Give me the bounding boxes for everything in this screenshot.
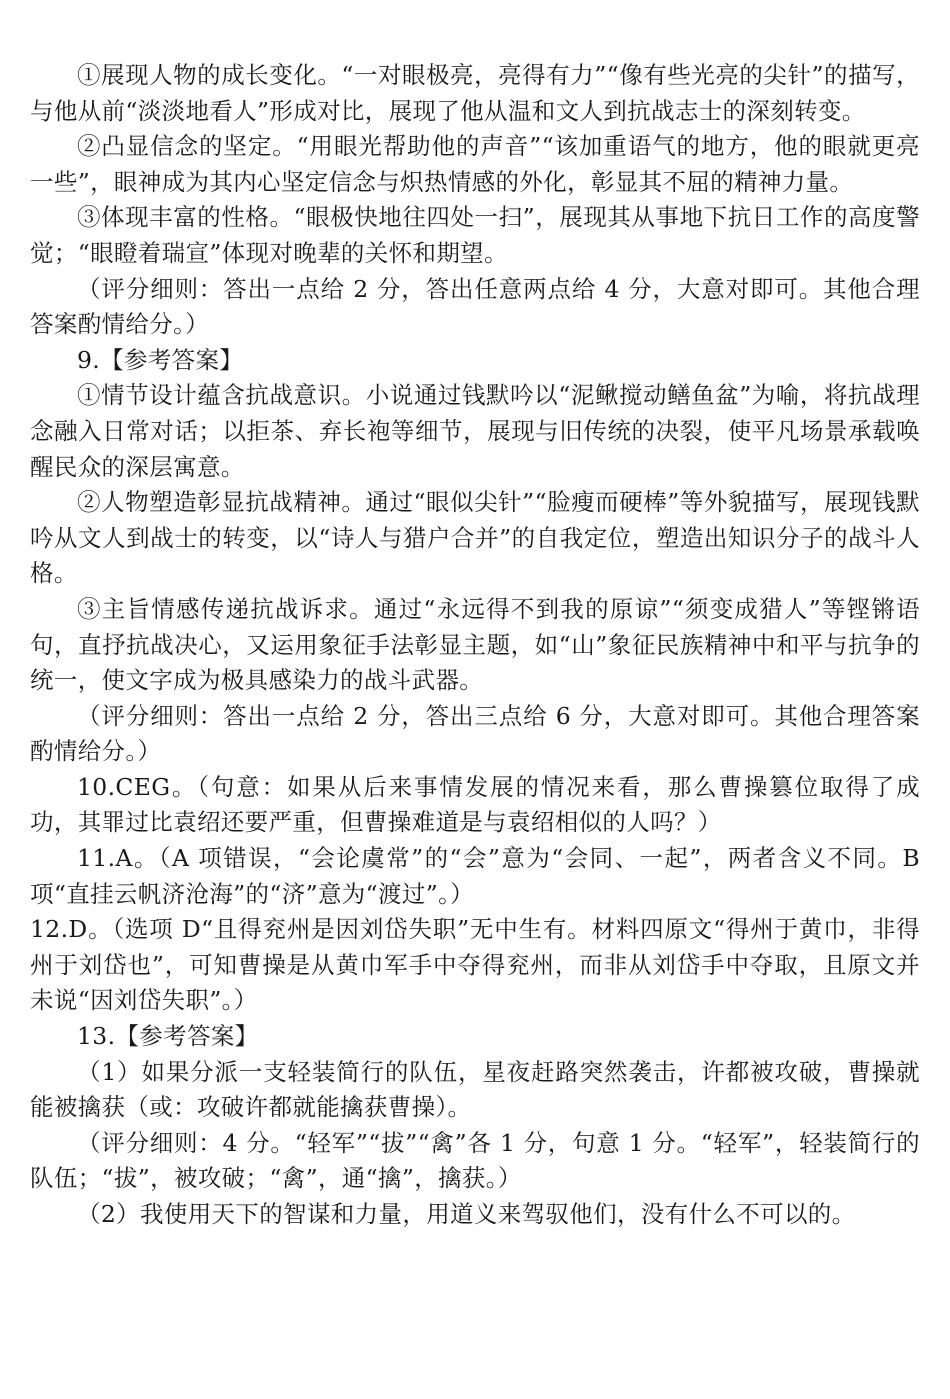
q9-answer-theme: ③主旨情感传递抗战诉求。通过“永远得不到我的原谅”“须变成猎人”等铿锵语句，直抒抗战决心，又运用象征手法彰显主题，如“山”象征民族精神中和平与抗争的统一，使文字成为极具感染力的战斗武器。: [30, 594, 920, 695]
question-12-answer: 12.D。（选项 D“且得兖州是因刘岱失职”无中生有。材料四原文“得州于黄巾，非得州于刘岱也”，可知曹操是从黄巾军手中夺得兖州，而非从刘岱手中夺取，且原文并未说“因刘岱失职”。）: [30, 915, 920, 1015]
question-9-heading: 9.【参考答案】: [77, 345, 244, 374]
q13-translation-1: （1）如果分派一支轻装简行的队伍，星夜赶路突然袭击，许都被攻破，曹操就能被擒获（或：攻破许都就能擒获曹操）。: [30, 1057, 920, 1122]
scoring-rules-q8: （评分细则：答出一点给 2 分，答出任意两点给 4 分，大意对即可。其他合理答案酌情给分。）: [30, 274, 920, 339]
scoring-rules-q9: （评分细则：答出一点给 2 分，答出三点给 6 分，大意对即可。其他合理答案酌情给分。）: [30, 701, 920, 766]
q9-answer-character: ②人物塑造彰显抗战精神。通过“眼似尖针”“脸瘦而硬棒”等外貌描写，展现钱默吟从文人到战士的转变，以“诗人与猎户合并”的自我定位，塑造出知识分子的战斗人格。: [30, 488, 920, 588]
q9-answer-plot: ①情节设计蕴含抗战意识。小说通过钱默吟以“泥鳅搅动鳝鱼盆”为喻，将抗战理念融入日常对话；以拒茶、弃长袍等细节，展现与旧传统的决裂，使平凡场景承载唤醒民众的深层寓意。: [30, 381, 920, 481]
answer-point-firm-belief: ②凸显信念的坚定。“用眼光帮助他的声音”“该加重语气的地方，他的眼就更亮一些”，眼神成为其内心坚定信念与炽热情感的外化，彰显其不屈的精神力量。: [30, 132, 920, 196]
answer-point-rich-personality: ③体现丰富的性格。“眼极快地往四处一扫”，展现其从事地下抗日工作的高度警觉；“眼瞪着瑞宣”体现对晚辈的关怀和期望。: [30, 203, 920, 267]
question-11-answer: 11.A。（A 项错误，“会论虞常”的“会”意为“会同、一起”，两者含义不同。B 项“直挂云帆济沧海”的“济”意为“渡过”。）: [30, 844, 920, 908]
q13-translation-2: （2）我使用天下的智谋和力量，用道义来驾驭他们，没有什么不可以的。: [77, 1200, 856, 1228]
answer-point-character-growth: ①展现人物的成长变化。“一对眼极亮，亮得有力”“像有些光亮的尖针”的描写，与他从前“淡淡地看人”形成对比，展现了他从温和文人到抗战志士的深刻转变。: [30, 61, 920, 125]
scoring-rules-q13: （评分细则：4 分。“轻军”“拔”“禽”各 1 分，句意 1 分。“轻军”，轻装简行的队伍；“拔”，被攻破；“禽”，通“擒”，擒获。）: [30, 1128, 920, 1193]
question-13-heading: 13.【参考答案】: [77, 1022, 259, 1051]
answer-key-page: [30, 58, 920, 1233]
question-10-answer: 10.CEG。（句意：如果从后来事情发展的情况来看，那么曹操篡位取得了成功，其罪过比袁绍还要严重，但曹操难道是与袁绍相似的人吗？）: [30, 772, 920, 837]
